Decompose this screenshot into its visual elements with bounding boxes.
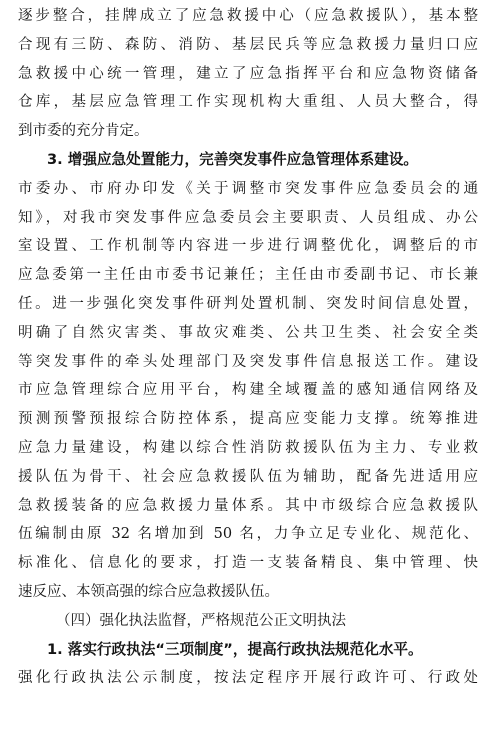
body-text-line: 急救援装备的应急救援力量体系。其中市级综合应急救援队 [18,497,478,514]
body-text-line: 任。进一步强化突发事件研判处置机制、突发时间信息处置， [18,295,478,312]
body-text-line: 援队伍为骨干、社会应急救援队伍为辅助，配备先进适用应 [18,468,478,485]
body-text-line: 市委办、市府办印发《关于调整市突发事件应急委员会的通 [18,180,478,197]
body-text-line: 应急委第一主任由市委书记兼任；主任由市委副书记、市长兼 [18,267,478,284]
body-text-line: 合现有三防、森防、消防、基层民兵等应急救援力量归口应 [18,36,478,53]
body-text-line: 逐步整合，挂牌成立了应急救援中心（应急救援队），基本整 [18,8,478,24]
body-text-line: 等突发事件的牵头处理部门及突发事件信息报送工作。建设 [18,353,478,370]
body-text-line: 室设置、工作机制等内容进一步进行调整优化，调整后的市 [18,238,478,255]
body-text-line: 到市委的充分肯定。 [18,123,149,140]
body-text-line: 伍编制由原 32 名增加到 50 名，力争立足专业化、规范化、 [18,526,478,543]
section-heading: （四）强化执法监督，严格规范公正文明执法 [56,612,346,629]
subsection-heading: 1. 落实行政执法“三项制度”，提高行政执法规范化水平。 [47,640,423,658]
body-text-line: 市应急管理综合应用平台，构建全域覆盖的感知通信网络及 [18,382,478,399]
body-text-line: 标准化、信息化的要求，打造一支装备精良、集中管理、快 [18,555,478,572]
body-text-line: 应急力量建设，构建以综合性消防救援队伍为主力、专业救 [18,439,478,456]
document-page [18,0,478,693]
body-text-line: 强化行政执法公示制度，按法定程序开展行政许可、行政处 [18,670,478,687]
subsection-heading: 3. 增强应急处置能力，完善突发事件应急管理体系建设。 [47,150,419,168]
body-text-line: 预测预警预报综合防控体系，提高应变能力支撑。统筹推进 [18,411,478,428]
body-text-line: 知》，对我市突发事件应急委员会主要职责、人员组成、办公 [18,209,478,226]
body-text-line: 仓库，基层应急管理工作实现机构大重组、人员大整合，得 [18,94,478,111]
body-text-line: 急救援中心统一管理，建立了应急指挥平台和应急物资储备 [18,65,478,82]
body-text-line: 速反应、本领高强的综合应急救援队伍。 [18,583,279,600]
body-text-line: 明确了自然灾害类、事故灾难类、公共卫生类、社会安全类 [18,324,478,341]
